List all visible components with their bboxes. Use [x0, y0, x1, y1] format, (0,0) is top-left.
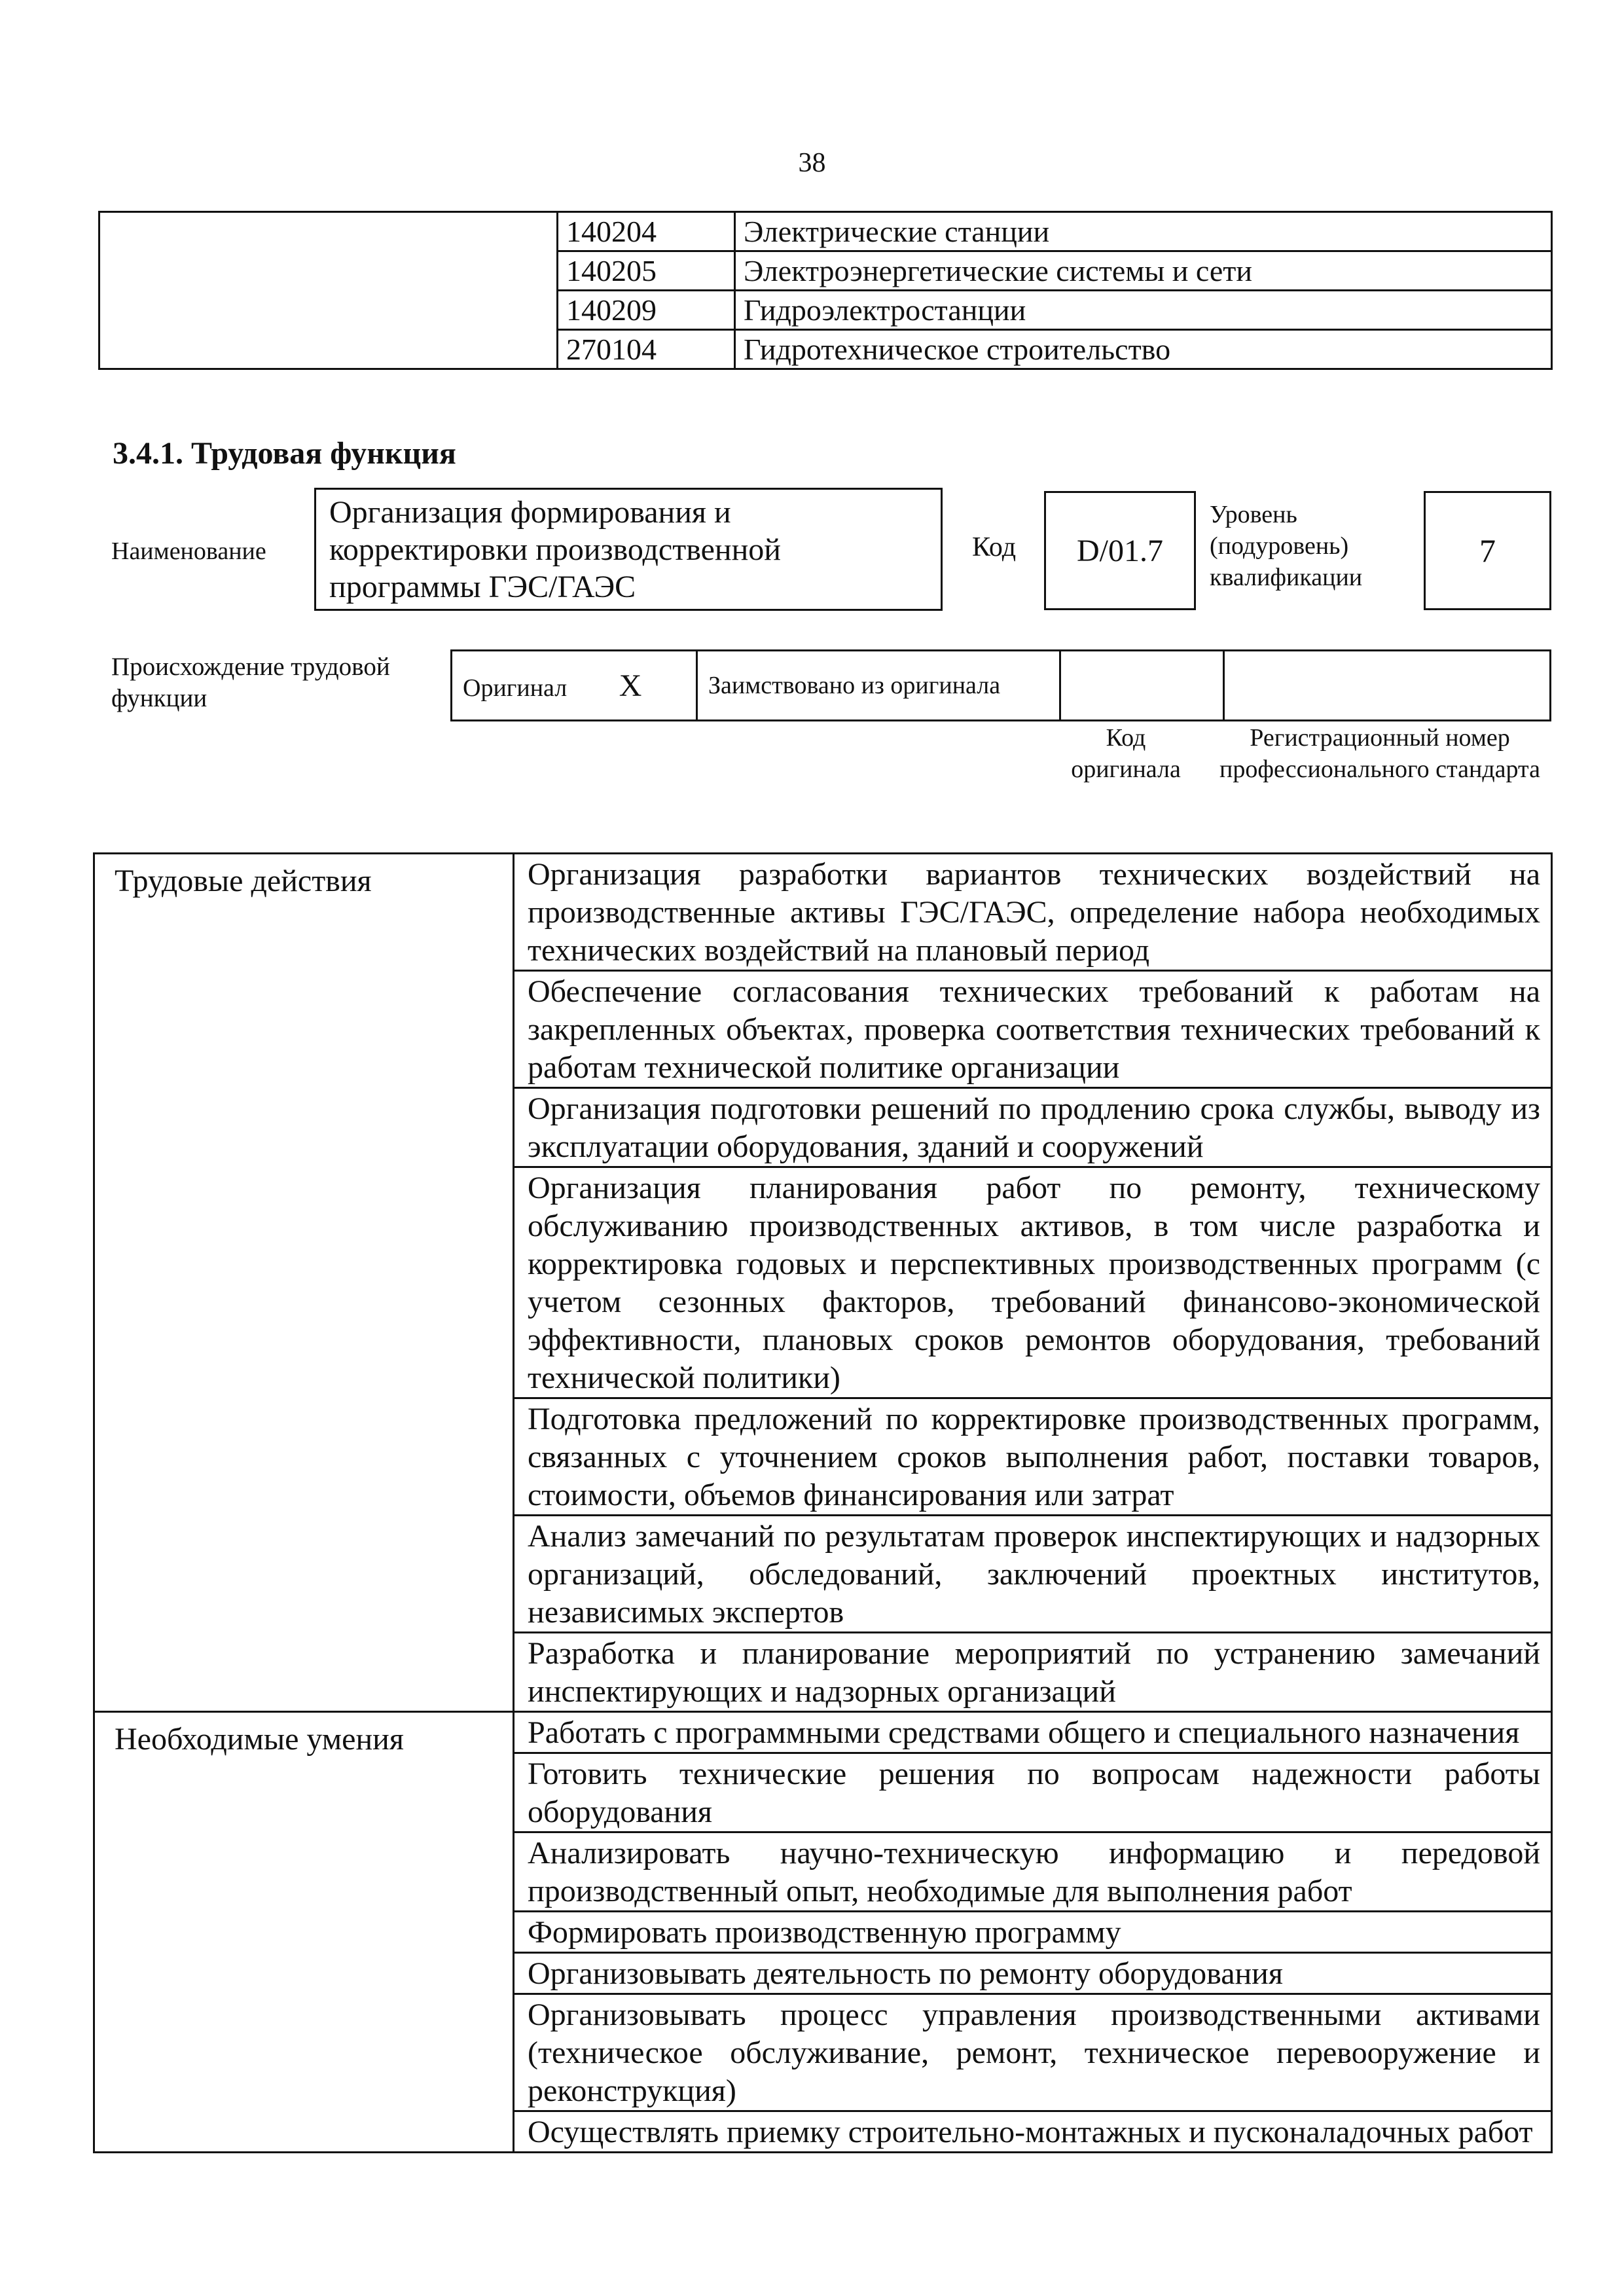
labor-actions-label: Трудовые действия — [94, 854, 514, 1712]
function-code-box: D/01.7 — [1044, 491, 1196, 610]
table-row — [94, 854, 1552, 971]
specialty-code: 140205 — [558, 251, 735, 291]
skill-item: Работать с программными средствами общего и специального назначения — [514, 1712, 1552, 1753]
labor-action-item: Анализ замечаний по результатам проверок инспектирующих и надзорных организаций, обследований, заключений проектных институтов, независимых экспертов — [514, 1516, 1552, 1633]
labor-action-item: Организация подготовки решений по продлению срока службы, выводу из эксплуатации оборудования, зданий и сооружений — [514, 1088, 1552, 1167]
labor-action-item: Обеспечение согласования технических требований к работам на закрепленных объектах, проверка соответствия технических требований к работам технической политике организации — [514, 971, 1552, 1088]
labor-action-item: Подготовка предложений по корректировке производственных программ, связанных с уточнением сроков выполнения работ, поставки товаров, стоимости, объемов финансирования или затрат — [514, 1398, 1552, 1516]
skill-item: Формировать производственную программу — [514, 1912, 1552, 1953]
skill-item: Осуществлять приемку строительно-монтажных и пусконаладочных работ — [514, 2111, 1552, 2153]
labor-action-item: Разработка и планирование мероприятий по устранению замечаний инспектирующих и надзорных организаций — [514, 1633, 1552, 1712]
specialty-name: Гидротехническое строительство — [735, 330, 1552, 369]
function-details-table — [93, 852, 1553, 2153]
specialty-name: Гидроэлектростанции — [735, 291, 1552, 330]
table-row — [452, 651, 1551, 721]
borrowed-cell: Заимствовано из оригинала — [697, 651, 1060, 721]
function-name-box: Организация формирования и корректировки производственной программы ГЭС/ГАЭС — [314, 488, 943, 611]
original-label: Оригинал — [463, 674, 568, 702]
required-skills-label: Необходимые умения — [94, 1712, 514, 2153]
specialty-name: Электроэнергетические системы и сети — [735, 251, 1552, 291]
table-row — [94, 1712, 1552, 1753]
specialty-code: 140209 — [558, 291, 735, 330]
specialty-name: Электрические станции — [735, 212, 1552, 251]
original-mark: X — [619, 668, 642, 703]
page-number: 38 — [798, 148, 826, 178]
origin-code-caption: Код оригинала — [1071, 724, 1181, 783]
specialties-table — [98, 211, 1553, 370]
specialty-code: 140204 — [558, 212, 735, 251]
origin-label: Происхождение трудовой функции — [111, 653, 390, 712]
reg-number-caption: Регистрационный номер профессионального стандарта — [1219, 724, 1540, 783]
specialty-code: 270104 — [558, 330, 735, 369]
qualification-level-box: 7 — [1424, 491, 1551, 610]
code-label: Код — [972, 532, 1017, 562]
labor-action-item: Организация разработки вариантов технических воздействий на производственные активы ГЭС/ГАЭС, определение набора необходимых технических воздействий на плановый период — [514, 854, 1552, 971]
level-label: Уровень (подуровень) квалификации — [1210, 501, 1363, 591]
section-title: 3.4.1. Трудовая функция — [113, 436, 456, 471]
table-row — [99, 212, 1552, 251]
origin-table — [450, 649, 1551, 721]
name-label: Наименование — [111, 538, 266, 565]
skill-item: Организовывать деятельность по ремонту оборудования — [514, 1953, 1552, 1994]
skill-item: Организовывать процесс управления производственными активами (техническое обслуживание, ремонт, техническое перевооружение и реконструкция) — [514, 1994, 1552, 2111]
original-cell — [452, 651, 697, 721]
empty-cell — [99, 212, 558, 369]
labor-action-item: Организация планирования работ по ремонту, техническому обслуживанию производственных активов, в том числе разработка и корректировка годовых и перспективных производственных программ (с учетом сезонных факторов, требований финансово-экономической эффективности, плановых сроков ремонтов оборудования, требований технической политики) — [514, 1167, 1552, 1398]
reg-number-cell — [1224, 651, 1551, 721]
skill-item: Готовить технические решения по вопросам надежности работы оборудования — [514, 1753, 1552, 1832]
origin-code-cell — [1060, 651, 1224, 721]
skill-item: Анализировать научно-техническую информацию и передовой производственный опыт, необходимые для выполнения работ — [514, 1832, 1552, 1912]
